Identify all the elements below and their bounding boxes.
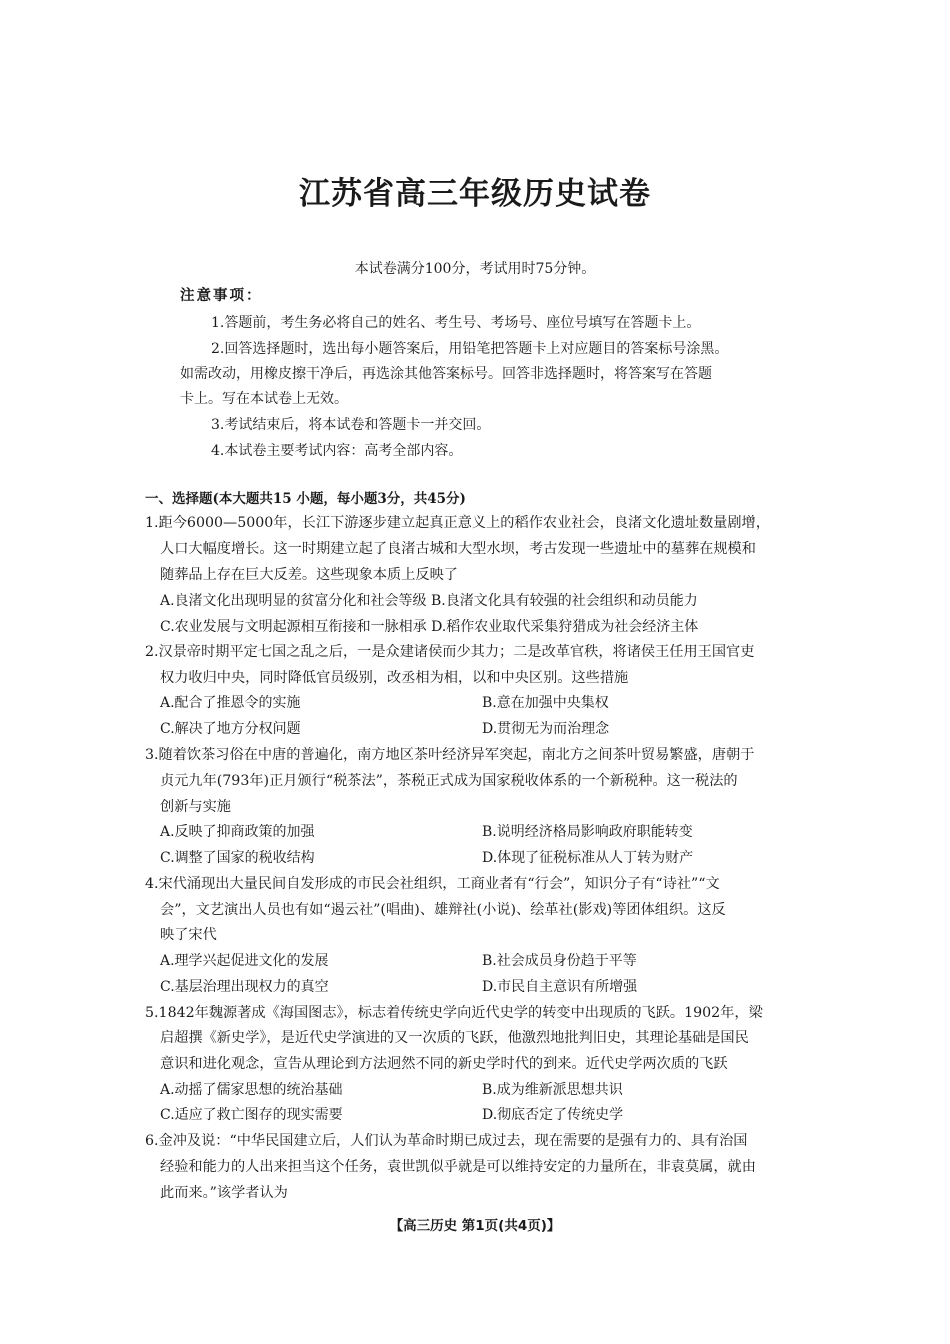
question-4-option-a: A.理学兴起促进文化的发展 bbox=[160, 953, 329, 969]
notice-item: 3.考试结束后，将本试卷和答题卡一并交回。 bbox=[211, 417, 491, 433]
question-3-line: 贞元九年(793年)正月颁行“税茶法”，茶税正式成为国家税收体系的一个新税种。这一税法的 bbox=[160, 773, 738, 789]
question-1-line: 人口大幅度增长。这一时期建立起了良渚古城和大型水坝，考古发现一些遗址中的墓葬在规模和 bbox=[160, 541, 756, 557]
question-3-option-a: A.反映了抑商政策的加强 bbox=[160, 824, 315, 840]
notice-item: 2.回答选择题时，选出每小题答案后，用铅笔把答题卡上对应题目的答案标号涂黑。 bbox=[211, 341, 729, 357]
question-1-options-row: A.良渚文化出现明显的贫富分化和社会等级 B.良渚文化具有较强的社会组织和动员能力 bbox=[160, 593, 698, 609]
question-4-option-b: B.社会成员身份趋于平等 bbox=[482, 953, 637, 969]
question-2-line: 权力收归中央，同时降低官员级别，改丞相为相，以和中央区别。这些措施 bbox=[160, 670, 629, 686]
question-1-line: 1.距今6000—5000年，长江下游逐步建立起真正意义上的稻作农业社会，良渚文化遗址数量剧增， bbox=[145, 515, 770, 531]
question-3-option-c: C.调整了国家的税收结构 bbox=[160, 850, 315, 866]
question-5-line: 启超撰《新史学》，是近代史学演进的又一次质的飞跃，他激烈地批判旧史，其理论基础是国民 bbox=[160, 1030, 749, 1046]
question-5-option-d: D.彻底否定了传统史学 bbox=[482, 1107, 624, 1123]
question-3-line: 创新与实施 bbox=[160, 799, 231, 815]
question-4-option-d: D.市民自主意识有所增强 bbox=[482, 979, 638, 995]
exam-title: 江苏省高三年级历史试卷 bbox=[299, 176, 651, 212]
exam-subtitle: 本试卷满分100分，考试用时75分钟。 bbox=[354, 261, 596, 277]
question-6-line: 6.金冲及说：“中华民国建立后，人们认为革命时期已成过去，现在需要的是强有力的、具有治国 bbox=[145, 1133, 748, 1149]
question-2-option-d: D.贯彻无为而治理念 bbox=[482, 721, 610, 737]
question-5-option-c: C.适应了救亡图存的现实需要 bbox=[160, 1107, 343, 1123]
question-4-line: 4.宋代涌现出大量民间自发形成的市民会社组织，工商业者有“行会”，知识分子有“诗社”“文 bbox=[145, 876, 720, 892]
question-5-line: 5.1842年魏源著成《海国图志》，标志着传统史学向近代史学的转变中出现质的飞跃。1902年，梁 bbox=[145, 1005, 763, 1021]
question-5-option-a: A.动摇了儒家思想的统治基础 bbox=[160, 1082, 343, 1098]
notice-item: 1.答题前，考生务必将自己的姓名、考生号、考场号、座位号填写在答题卡上。 bbox=[211, 315, 701, 331]
question-3-line: 3.随着饮茶习俗在中唐的普遍化，南方地区茶叶经济异军突起，南北方之间茶叶贸易繁盛，唐朝于 bbox=[145, 747, 755, 763]
question-3-option-b: B.说明经济格局影响政府职能转变 bbox=[482, 824, 693, 840]
question-5-option-b: B.成为维新派思想共识 bbox=[482, 1082, 623, 1098]
section-heading: 一、选择题(本大题共15 小题，每小题3分，共45分) bbox=[145, 491, 466, 507]
question-4-line: 映了宋代 bbox=[160, 927, 217, 943]
question-6-line: 此而来。”该学者认为 bbox=[160, 1185, 288, 1201]
notice-item: 4.本试卷主要考试内容：高考全部内容。 bbox=[211, 443, 463, 459]
question-2-option-b: B.意在加强中央集权 bbox=[482, 695, 609, 711]
question-4-line: 会”，文艺演出人员也有如“遏云社”(唱曲)、雄辩社(小说)、绘革社(影戏)等团体组织。这反 bbox=[160, 902, 726, 918]
question-3-option-d: D.体现了征税标准从人丁转为财产 bbox=[482, 850, 694, 866]
question-2-option-c: C.解决了地方分权问题 bbox=[160, 721, 301, 737]
question-1-options-row: C.农业发展与文明起源相互衔接和一脉相承 D.稻作农业取代采集狩猎成为社会经济主体 bbox=[160, 619, 699, 635]
question-2-option-a: A.配合了推恩令的实施 bbox=[160, 695, 301, 711]
notice-item: 卡上。写在本试卷上无效。 bbox=[180, 391, 348, 407]
question-6-line: 经验和能力的人出来担当这个任务，袁世凯似乎就是可以维持安定的力量所在，非袁莫属，就由 bbox=[160, 1159, 756, 1175]
question-5-line: 意识和进化观念，宣告从理论到方法迥然不同的新史学时代的到来。近代史学两次质的飞跃 bbox=[160, 1056, 728, 1072]
page-footer: 【高三历史 第1页(共4页)】 bbox=[389, 1218, 561, 1234]
question-2-line: 2.汉景帝时期平定七国之乱之后，一是众建诸侯而少其力；二是改革官秩，将诸侯王任用王国官吏 bbox=[145, 644, 755, 660]
question-4-option-c: C.基层治理出现权力的真空 bbox=[160, 979, 329, 995]
question-1-line: 随葬品上存在巨大反差。这些现象本质上反映了 bbox=[160, 567, 458, 583]
notice-heading: 注意事项： bbox=[180, 287, 263, 304]
notice-item: 如需改动，用橡皮擦干净后，再选涂其他答案标号。回答非选择题时，将答案写在答题 bbox=[180, 366, 712, 382]
